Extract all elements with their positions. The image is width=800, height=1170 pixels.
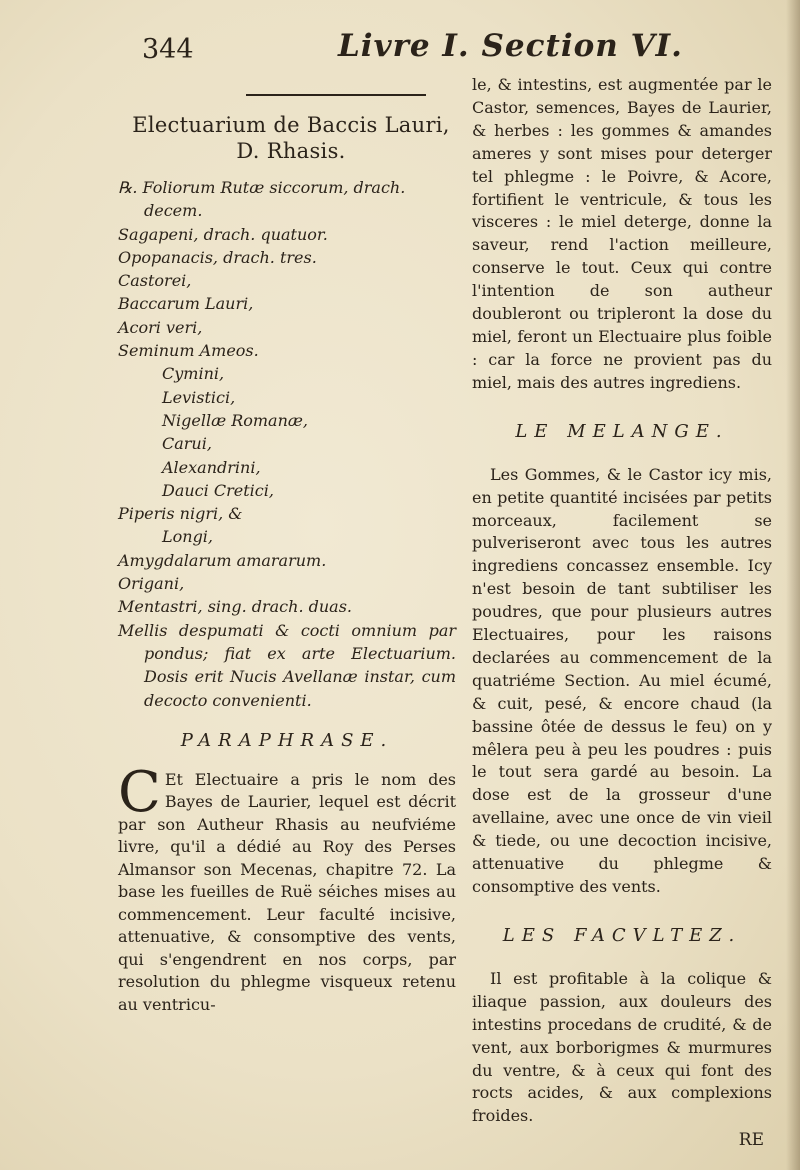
- recipe-line: Baccarum Lauri,: [118, 294, 254, 314]
- paraphrase-text: Et Electuaire a pris le nom des Bayes de Laurier, lequel est décrit par son Autheur Rhasis au neufviéme livre, qu'il a dédié au Roy des Perses Almansor son Mecenas, chapitre 72. La base les fueilles de Ruë séiches mises au commencement. Leur faculté incisive, attenuative, & consomptive des vents, qui s'engendrent en nos corps, par resolution du phlegme visqueux retenu au ventricu-: [118, 769, 456, 1014]
- recipe-line: Opopanacis, drach. tres.: [118, 247, 317, 267]
- recipe-line: Piperis nigri, &: [118, 504, 243, 524]
- recipe-line: Origani,: [118, 574, 185, 594]
- recipe-line: Alexandrini,: [162, 457, 261, 477]
- continuation-paragraph: le, & intestins, est augmentée par le Castor, semences, Bayes de Laurier, & herbes : les gommes & amandes ameres y sont mises pour deterger tel phlegme : le Poivre, & Acore, fortifient le ventricule, & tous les visceres : le miel deterge, donne la saveur, rend l'action meilleure, conserve le tout. Ceux qui contre l'intention de son autheur doubleront ou tripleront la dose du miel, feront un Electuaire plus foible : car la force ne provient pas du miel, mais des autres ingrediens.: [472, 75, 772, 392]
- catchword: RE: [738, 1130, 764, 1151]
- running-head: Livre I. Section VI.: [338, 28, 683, 64]
- drop-cap: C: [118, 759, 161, 825]
- title-line-2: D. Rhasis.: [236, 139, 346, 163]
- recipe-line: Carui,: [162, 434, 212, 454]
- recipe-list: [118, 176, 456, 712]
- recipe-line: Cymini,: [162, 364, 225, 384]
- facultez-heading: LES FACVLTEZ.: [502, 924, 742, 946]
- recipe-line: Mellis despumati & cocti omnium par pondus; fiat ex arte Electuarium. Dosis erit Nucis Avellanæ instar, cum decocto convenienti.: [118, 620, 456, 710]
- recipe-line: ℞. Foliorum Rutæ siccorum, drach.: [118, 178, 406, 197]
- recipe-line: Mentastri, sing. drach. duas.: [118, 597, 352, 617]
- recipe-line: Acori veri,: [118, 317, 203, 337]
- recipe-line: decem.: [144, 201, 203, 221]
- right-column: [472, 74, 772, 1150]
- recipe-line: Amygdalarum amararum.: [118, 550, 327, 570]
- recipe-line: Dauci Cretici,: [162, 480, 274, 500]
- recipe-title: [126, 112, 456, 164]
- title-line-1: Electuarium de Baccis Lauri,: [132, 113, 450, 137]
- paraphrase-paragraph: [118, 759, 456, 1017]
- recipe-line: Sagapeni, drach. quatuor.: [118, 224, 328, 244]
- recipe-line: Longi,: [162, 527, 214, 547]
- page-header: [0, 26, 800, 76]
- melange-heading: LE MELANGE.: [515, 420, 729, 442]
- recipe-line: Levistici,: [162, 387, 236, 407]
- melange-paragraph: Les Gommes, & le Castor icy mis, en petite quantité incisées par petits morceaux, facilement se pulveriseront avec tous les autres ingrediens concassez ensemble. Icy n'est besoin de tant subtiliser les poudres, que pour plusieurs autres Electuaires, pour les raisons declarées au commencement de la quatriéme Section. Au miel écumé, & cuit, pesé, & encore chaud (la bassine ôtée de dessus le feu) on y mêlera peu à peu les poudres : puis le tout sera gardé au besoin. La dose est de la grosseur d'une avellaine, avec une once de vin vieil & tiede, ou une decoction incisive, attenuative du phlegme & consomptive des vents.: [472, 464, 772, 896]
- recipe-line: Castorei,: [118, 271, 192, 291]
- facultez-paragraph: Il est profitable à la colique & iliaque passion, aux douleurs des intestins procedans de crudité, & de vent, aux borborigmes & murmures du ventre, & à ceux qui font des rocts acides, & aux complexions froides.: [472, 968, 772, 1126]
- page-number: 344: [142, 34, 194, 65]
- recipe-line: Seminum Ameos.: [118, 341, 259, 361]
- recipe-line: Nigellæ Romanæ,: [162, 410, 309, 430]
- left-column: [118, 94, 456, 1016]
- title-rule: [246, 94, 426, 96]
- paraphrase-heading: PARAPHRASE.: [180, 729, 394, 751]
